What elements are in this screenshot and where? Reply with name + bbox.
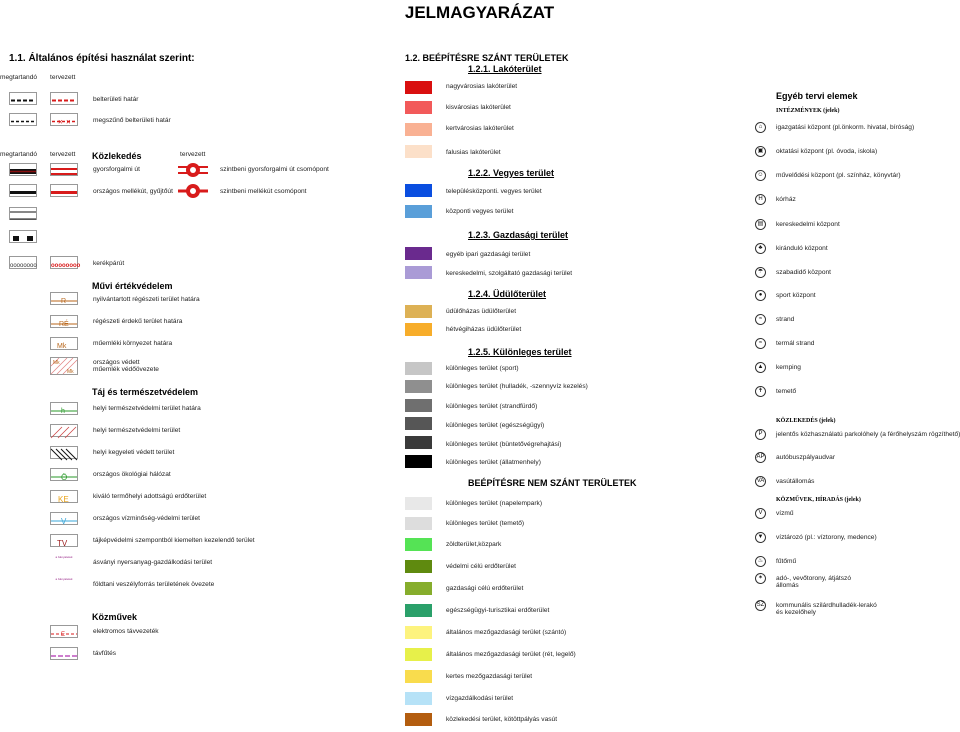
- nature-label-4: országos ökológiai hálózat: [93, 471, 171, 478]
- heritage-label-4a: országos védett: [93, 359, 140, 366]
- legend-item-label: szabadidő központ: [776, 269, 831, 276]
- bike-label: kerékpárút: [93, 260, 125, 267]
- heritage-symbol-2: [50, 315, 78, 328]
- nature-symbol-8: a bányatelek: [55, 555, 73, 559]
- special-label-2: különleges terület (hulladék, -szennyvíz kezelés): [446, 383, 588, 390]
- special-swatch-1: [405, 362, 432, 375]
- legend-item-label: vasútállomás: [776, 478, 815, 485]
- legend-item-label: sport központ: [776, 292, 816, 299]
- residential-swatch-2: [405, 101, 432, 114]
- svg-text:TV: TV: [57, 539, 68, 548]
- legend-item-label: kórház: [776, 196, 796, 203]
- water-tank-icon: ▼: [755, 532, 766, 543]
- culture-icon: ☺: [755, 170, 766, 181]
- beach-icon: ≈: [755, 314, 766, 325]
- side-junction-symbol: [178, 182, 208, 205]
- nonbuilt-label: különleges terület (napelempark): [446, 500, 543, 507]
- nature-symbol-3: [50, 446, 78, 459]
- heritage-label-1: nyilvántartott régészeti terület határa: [93, 296, 200, 303]
- sport-icon: ●: [755, 290, 766, 301]
- special-swatch-6: [405, 455, 432, 468]
- side-road-planned-symbol: [50, 184, 78, 197]
- heritage-label-2: régészeti érdekű terület határa: [93, 318, 183, 325]
- nature-label-1: helyi természetvédelmi terület határa: [93, 405, 201, 412]
- boundary-inner-label: belterületi határ: [93, 96, 139, 103]
- parking-icon: P: [755, 429, 766, 440]
- traffic-col-planned2: tervezett: [180, 151, 206, 158]
- bike-planned-symbol: [50, 256, 81, 269]
- legend-item-label: adó-, vevőtorony, átjátszó: [776, 575, 852, 582]
- nature-label-8: ásványi nyersanyag-gazdálkodási terület: [93, 559, 213, 566]
- boundary-removed-existing-symbol: [9, 113, 37, 126]
- nonbuilt-label: közlekedési terület, kötöttpályás vasút: [446, 716, 558, 723]
- residential-swatch-1: [405, 81, 432, 94]
- heritage-heading: Művi értékvédelem: [92, 281, 173, 291]
- legend-item-label: jelentős közhasználatú parkolóhely (a férőhelyszám rögzíthető): [776, 431, 960, 438]
- excursion-icon: ♣: [755, 243, 766, 254]
- nonbuilt-swatch: [405, 538, 432, 551]
- nature-label-7: tájképvédelmi szempontból kiemelten kezelendő terület: [93, 537, 255, 544]
- heating-plant-icon: ♨: [755, 556, 766, 567]
- svg-text:KE: KE: [58, 495, 69, 504]
- other-heading: Egyéb tervi elemek: [776, 91, 858, 101]
- legend-item-label: igazgatási központ (pl.önkorm. hivatal, bíróság): [776, 124, 915, 131]
- fast-road-existing-symbol: [9, 163, 37, 176]
- nature-label-9: földtani veszélyforrás területének övezete: [93, 581, 215, 588]
- svg-text:V: V: [61, 517, 67, 526]
- fast-road-planned-symbol: [50, 163, 78, 176]
- special-swatch-3: [405, 399, 432, 412]
- road-extra-symbol-2: [9, 230, 37, 243]
- bike-existing-symbol: [9, 256, 37, 269]
- mixed-label-2: központi vegyes terület: [446, 208, 514, 215]
- svg-text:RÉ: RÉ: [59, 321, 69, 328]
- other-utilities-heading: KÖZMŰVEK, HÍRADÁS (jelek): [776, 497, 861, 503]
- svg-text:Mk: Mk: [53, 360, 60, 366]
- residential-label-3: kertvárosias lakóterület: [446, 125, 514, 132]
- fast-junction-symbol: [178, 161, 208, 184]
- fast-road-label: gyorsforgalmi út: [93, 166, 140, 173]
- bus-station-icon: AP: [755, 452, 766, 463]
- utility-label-1: elektromos távvezeték: [93, 628, 159, 635]
- nonbuilt-swatch: [405, 626, 432, 639]
- svg-text:×: ×: [58, 117, 63, 127]
- special-label-6: különleges terület (állatmenhely): [446, 459, 541, 466]
- nonbuilt-swatch: [405, 560, 432, 573]
- special-label-1: különleges terület (sport): [446, 365, 519, 372]
- nature-symbol-7: [50, 534, 78, 547]
- special-label-3: különleges terület (strandfürdő): [446, 403, 538, 410]
- nature-label-5: kiváló termőhelyi adottságú erdőterület: [93, 493, 207, 500]
- legend-item-label: vízmű: [776, 510, 794, 517]
- mixed-heading: 1.2.2. Vegyes terület: [468, 168, 555, 178]
- legend-item-label: autóbuszpályaudvar: [776, 454, 836, 461]
- legend-item-label: művelődési központ (pl. színház, könyvtár): [776, 172, 901, 179]
- nonbuilt-label: általános mezőgazdasági terület (rét, legelő): [446, 651, 576, 658]
- education-icon: ▣: [755, 146, 766, 157]
- svg-text:oooooooo: oooooooo: [10, 263, 37, 269]
- section-11-heading: 1.1. Általános építési használat szerint:: [9, 53, 195, 64]
- holiday-heading: 1.2.4. Üdülőterület: [468, 289, 547, 299]
- nature-symbol-4: [50, 468, 78, 481]
- boundary-removed-label: megszűnő belterületi határ: [93, 117, 171, 124]
- special-heading: 1.2.5. Különleges terület: [468, 347, 572, 357]
- heritage-symbol-3: [50, 337, 78, 350]
- svg-text:h: h: [61, 408, 65, 415]
- nonbuilt-label: kertes mezőgazdasági terület: [446, 673, 533, 680]
- holiday-swatch-2: [405, 323, 432, 336]
- nature-symbol-5: [50, 490, 78, 503]
- mixed-label-1: településközponti. vegyes terület: [446, 188, 542, 195]
- heritage-label-4b: műemlék védőövezete: [93, 366, 159, 373]
- holiday-swatch-1: [405, 305, 432, 318]
- utilities-heading: Közművek: [92, 612, 138, 622]
- boundary-removed-planned-symbol: [50, 113, 78, 126]
- nature-symbol-6: [50, 512, 78, 525]
- residential-label-2: kisvárosias lakóterület: [446, 104, 511, 111]
- utility-symbol-1: [50, 625, 78, 638]
- legend-item-label: fűtőmű: [776, 558, 797, 565]
- heritage-symbol-4: [50, 357, 78, 375]
- svg-text:Ö: Ö: [61, 473, 68, 482]
- nonbuilt-swatch: [405, 604, 432, 617]
- svg-text:×: ×: [66, 117, 71, 127]
- nature-label-6: országos vízminőség-védelmi terület: [93, 515, 201, 522]
- institutions-heading: INTÉZMÉNYEK (jelek): [776, 108, 840, 114]
- nonbuilt-label: zöldterület,közpark: [446, 541, 502, 548]
- special-swatch-5: [405, 436, 432, 449]
- svg-text:R: R: [61, 298, 67, 305]
- traffic-heading: Közlekedés: [92, 151, 142, 161]
- economic-swatch-2: [405, 266, 432, 279]
- nonbuilt-swatch: [405, 670, 432, 683]
- traffic-col-existing: megtartandó: [0, 151, 38, 158]
- side-road-label: országos mellékút, gyűjtőút: [93, 188, 173, 195]
- svg-text:E: E: [61, 632, 66, 638]
- legend-item-label: kemping: [776, 364, 801, 371]
- svg-text:Mk: Mk: [57, 343, 67, 350]
- legend-item-label: kereskedelmi központ: [776, 221, 840, 228]
- shopping-icon: ▤: [755, 219, 766, 230]
- special-label-5: különleges terület (büntetővégrehajtási): [446, 441, 562, 448]
- economic-heading: 1.2.3. Gazdasági terület: [468, 230, 569, 240]
- heritage-symbol-1: [50, 292, 78, 305]
- utility-label-2: távfűtés: [93, 650, 117, 657]
- legend-item-label: kiránduló központ: [776, 245, 828, 252]
- legend-item-label: víztározó (pl.: víztorony, medence): [776, 534, 877, 541]
- side-road-existing-symbol: [9, 184, 37, 197]
- hospital-icon: H: [755, 194, 766, 205]
- nonbuilt-swatch: [405, 692, 432, 705]
- section-12-heading: 1.2. BEÉPÍTÉSRE SZÁNT TERÜLETEK: [405, 53, 569, 63]
- leisure-icon: ☂: [755, 267, 766, 278]
- nature-heading: Táj és természetvédelem: [92, 387, 199, 397]
- col-planned-label: tervezett: [50, 74, 76, 81]
- holiday-label-1: üdülőházas üdülőterület: [446, 308, 517, 315]
- nature-symbol-2: [50, 424, 78, 437]
- nonbuilt-swatch: [405, 497, 432, 510]
- boundary-planned-symbol: [50, 92, 78, 105]
- special-swatch-2: [405, 380, 432, 393]
- nonbuilt-swatch: [405, 648, 432, 661]
- residential-swatch-4: [405, 145, 432, 158]
- nonbuilt-label: egészségügyi-turisztikai erdőterület: [446, 607, 550, 614]
- economic-label-1: egyéb ipari gazdasági terület: [446, 251, 531, 258]
- residential-swatch-3: [405, 123, 432, 136]
- thermal-beach-icon: ≈: [755, 338, 766, 349]
- legend-item-label: oktatási központ (pl. óvoda, iskola): [776, 148, 878, 155]
- col-existing-label: megtartandó: [0, 74, 38, 81]
- nonbuilt-swatch: [405, 713, 432, 726]
- residential-heading: 1.2.1. Lakóterület: [468, 64, 542, 74]
- camping-icon: ▲: [755, 362, 766, 373]
- special-label-4: különleges terület (egészségügyi): [446, 422, 545, 429]
- holiday-label-2: hétvégiházas üdülőterület: [446, 326, 522, 333]
- legend-item-label: termál strand: [776, 340, 815, 347]
- side-junction-label: szintbeni mellékút csomópont: [220, 188, 307, 195]
- nonbuilt-swatch: [405, 582, 432, 595]
- utility-symbol-2: [50, 647, 78, 660]
- waste-site-icon: SZ: [755, 600, 766, 611]
- antenna-icon: ✶: [755, 573, 766, 584]
- legend-item-label: temető: [776, 388, 797, 395]
- page-title: JELMAGYARÁZAT: [404, 3, 555, 22]
- heritage-label-3: műemléki környezet határa: [93, 340, 173, 347]
- nature-label-2: helyi természetvédelmi terület: [93, 427, 181, 434]
- nonbuilt-label: vízgazdálkodási terület: [446, 695, 514, 702]
- road-extra-symbol-1: [9, 207, 37, 220]
- traffic-col-planned: tervezett: [50, 151, 76, 158]
- boundary-existing-symbol: [9, 92, 37, 105]
- svg-text:oooooooo: oooooooo: [51, 263, 81, 269]
- railway-station-icon: VA: [755, 476, 766, 487]
- residential-label-4: falusias lakóterület: [446, 149, 501, 156]
- legend-item-label: kommunális szilárdhulladék-lerakó: [776, 602, 877, 609]
- nonbuilt-label: általános mezőgazdasági terület (szántó): [446, 629, 567, 636]
- mixed-swatch-1: [405, 184, 432, 197]
- nature-label-3: helyi kegyeleti védett terület: [93, 449, 175, 456]
- legend-item-label: strand: [776, 316, 795, 323]
- transport-heading: KÖZLEKEDÉS (jelek): [776, 418, 836, 424]
- cemetery-icon: ✝: [755, 386, 766, 397]
- legend-item-label-line2: állomás: [776, 582, 799, 589]
- residential-label-1: nagyvárosias lakóterület: [446, 83, 518, 90]
- nonbuilt-label: védelmi célú erdőterület: [446, 563, 517, 570]
- economic-swatch-1: [405, 247, 432, 260]
- svg-text:Mk: Mk: [67, 369, 74, 375]
- legend-item-label-line2: és kezelőhely: [776, 609, 816, 616]
- mixed-swatch-2: [405, 205, 432, 218]
- nonbuilt-label: különleges terület (temető): [446, 520, 525, 527]
- nonbuilt-label: gazdasági célú erdőterület: [446, 585, 524, 592]
- waterworks-icon: V: [755, 508, 766, 519]
- special-swatch-4: [405, 417, 432, 430]
- economic-label-2: kereskedelmi, szolgáltató gazdasági terület: [446, 270, 573, 277]
- nonbuilt-swatch: [405, 517, 432, 530]
- fast-junction-label: szintbeni gyorsforgalmi út csomópont: [220, 166, 329, 173]
- nature-symbol-9: a bányatelek: [55, 577, 73, 581]
- nature-symbol-1: [50, 402, 78, 415]
- nonbuilt-heading: BEÉPÍTÉSRE NEM SZÁNT TERÜLETEK: [468, 478, 637, 488]
- administration-icon: ⌂: [755, 122, 766, 133]
